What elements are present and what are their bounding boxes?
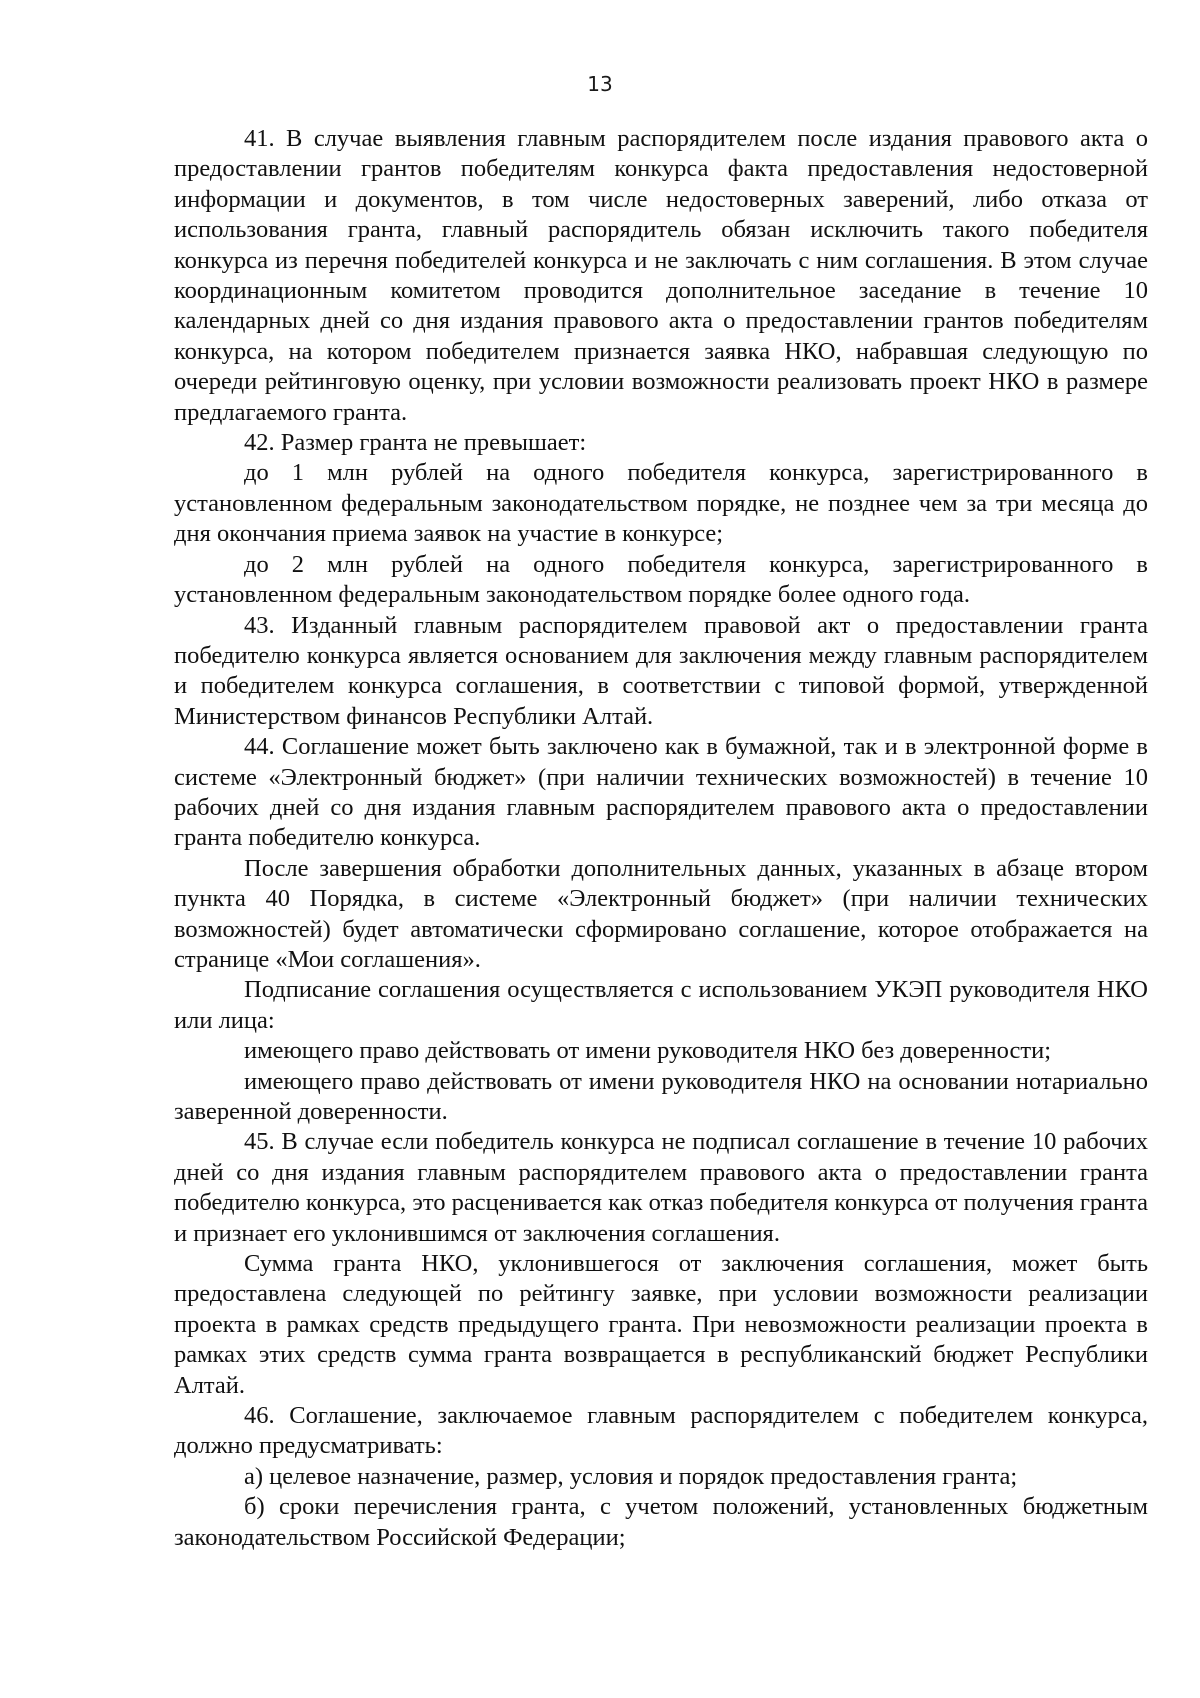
paragraph-44-signer-2: имеющего право действовать от имени руководителя НКО на основании нотариально заверенной доверенности. [174,1067,1148,1125]
paragraph-45: 45. В случае если победитель конкурса не подписал соглашение в течение 10 рабочих дней со дня издания главным распорядителем правового акта о предоставлении гранта победителю конкурса, это расценивается как отказ победителя конкурса от получения гранта и признает его уклонившимся от заключения соглашения. [174,1128,1148,1247]
paragraph-46-item-a: а) целевое назначение, размер, условия и порядок предоставления гранта; [244,1462,1018,1490]
paragraph-46-item-b: б) сроки перечисления гранта, с учетом положений, установленных бюджетным законодательством Российской Федерации; [174,1493,1148,1551]
paragraph-44-processing: После завершения обработки дополнительных данных, указанных в абзаце втором пункта 40 Порядка, в системе «Электронный бюджет» (при наличии технических возможностей) будет автоматически сформировано соглашение, которое отображается на странице «Мои соглашения». [174,854,1148,973]
paragraph-41: 41. В случае выявления главным распорядителем после издания правового акта о предоставлении грантов победителям конкурса факта предоставления недостоверной информации и документов, в том числе недостоверных заверений, либо отказа от использования гранта, главный распорядитель обязан исключить такого победителя конкурса из перечня победителей конкурса и не заключать с ним соглашения. В этом случае координационным комитетом проводится дополнительное заседание в течение 10 календарных дней со дня издания правового акта о предоставлении грантов победителям конкурса, на котором победителем признается заявка НКО, набравшая следующую по очереди рейтинговую оценку, при условии возможности реализовать проект НКО в размере предлагаемого гранта. [174,125,1148,426]
paragraph-45-amount: Сумма гранта НКО, уклонившегося от заключения соглашения, может быть предоставлена следующей по рейтингу заявке, при условии возможности реализации проекта в рамках средств предыдущего гранта. При невозможности реализации проекта в рамках этих средств сумма гранта возвращается в республиканский бюджет Республики Алтай. [174,1250,1148,1399]
paragraph-44-signer-1: имеющего право действовать от имени руководителя НКО без доверенности; [244,1037,1052,1065]
paragraph-42-item-1: до 1 млн рублей на одного победителя конкурса, зарегистрированного в установленном федеральным законодательством порядке, не позднее чем за три месяца до дня окончания приема заявок на участие в конкурсе; [174,459,1148,548]
paragraph-44: 44. Соглашение может быть заключено как в бумажной, так и в электронной форме в системе «Электронный бюджет» (при наличии технических возможностей) в течение 10 рабочих дней со дня издания главным распорядителем правового акта о предоставлении гранта победителю конкурса. [174,733,1148,852]
paragraph-43: 43. Изданный главным распорядителем правовой акт о предоставлении гранта победителю конкурса является основанием для заключения между главным распорядителем и победителем конкурса соглашения, в соответствии с типовой формой, утвержденной Министерством финансов Республики Алтай. [174,611,1148,730]
paragraph-42: 42. Размер гранта не превышает: [244,429,587,457]
page-number: 13 [587,72,613,96]
paragraph-44-signing: Подписание соглашения осуществляется с использованием УКЭП руководителя НКО или лица: [174,976,1148,1034]
paragraph-42-item-2: до 2 млн рублей на одного победителя конкурса, зарегистрированного в установленном федеральным законодательством порядке более одного года. [174,550,1148,609]
document-body [174,124,1148,1553]
paragraph-46: 46. Соглашение, заключаемое главным распорядителем с победителем конкурса, должно предусматривать: [174,1402,1148,1460]
